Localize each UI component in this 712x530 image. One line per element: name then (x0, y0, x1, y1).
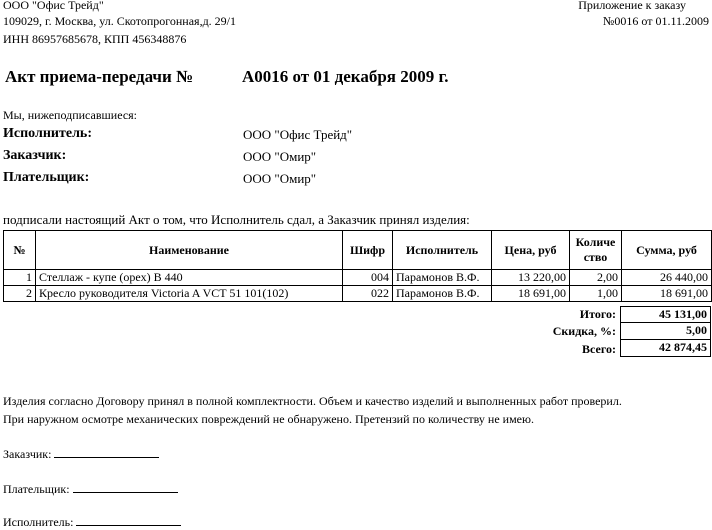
cell-sum: 26 440,00 (622, 270, 712, 286)
order-reference: №0016 от 01.11.2009 (602, 14, 709, 28)
col-header-qty-line1: Количе (575, 235, 616, 249)
cell-code: 004 (343, 270, 393, 286)
appendix-label: Приложение к заказу (578, 0, 686, 12)
items-table (3, 230, 712, 302)
signature-payer-label: Плательщик: (3, 482, 70, 496)
subtotal-label: Итого: (579, 307, 616, 321)
table-row (4, 286, 712, 302)
cell-qty: 1,00 (570, 286, 622, 302)
table-header-row (4, 231, 712, 270)
company-address: 109029, г. Москва, ул. Скотопрогонная,д. 29/1 (3, 14, 237, 28)
company-inn-kpp: ИНН 86957685678, КПП 456348876 (3, 32, 187, 46)
signature-payer-line (73, 492, 178, 493)
cell-name: Стеллаж - купе (орех) В 440 (36, 270, 343, 286)
signature-executor (3, 515, 181, 530)
payer-label: Плательщик: (3, 170, 90, 185)
cell-sum: 18 691,00 (622, 286, 712, 302)
signature-executor-line (76, 525, 181, 526)
signature-executor-label: Исполнитель: (3, 515, 74, 529)
table-row (4, 270, 712, 286)
total-label: Всего: (582, 342, 616, 356)
customer-label: Заказчик: (3, 148, 67, 163)
col-header-price: Цена, руб (492, 231, 570, 270)
customer-value: ООО "Омир" (243, 149, 317, 164)
col-header-num: № (4, 231, 36, 270)
cell-num: 1 (4, 270, 36, 286)
col-header-sum: Сумма, руб (622, 231, 712, 270)
col-header-executor: Исполнитель (393, 231, 492, 270)
col-header-code: Шифр (343, 231, 393, 270)
signature-customer-label: Заказчик: (3, 447, 52, 461)
act-title-number-date: А0016 от 01 декабря 2009 г. (242, 67, 449, 86)
cell-price: 13 220,00 (492, 270, 570, 286)
signature-customer (3, 447, 159, 462)
cell-qty: 2,00 (570, 270, 622, 286)
cell-executor: Парамонов В.Ф. (393, 286, 492, 302)
parties-intro: Мы, нижеподписавшиеся: (3, 108, 137, 122)
signature-payer (3, 482, 178, 497)
cell-price: 18 691,00 (492, 286, 570, 302)
executor-label: Исполнитель: (3, 126, 92, 141)
signature-customer-line (54, 457, 159, 458)
executor-value: ООО "Офис Трейд" (243, 127, 353, 142)
discount-value: 5,00 (620, 322, 711, 340)
payer-value: ООО "Омир" (243, 171, 317, 186)
discount-label: Скидка, %: (552, 324, 616, 338)
total-value: 42 874,45 (620, 339, 711, 357)
company-name: ООО "Офис Трейд" (3, 0, 104, 12)
acceptance-note-line1: Изделия согласно Договору принял в полной комплектности. Объем и качество изделий и выполненных работ проверил. (3, 394, 622, 408)
acceptance-note-line2: При наружном осмотре механических повреждений не обнаружено. Претензий по количеству не имею. (3, 412, 534, 426)
act-title-prefix: Акт приема-передачи № (5, 67, 194, 86)
col-header-qty-line2: ство (583, 250, 608, 264)
statement-text: подписали настоящий Акт о том, что Исполнитель сдал, а Заказчик принял изделия: (3, 212, 470, 227)
cell-code: 022 (343, 286, 393, 302)
cell-name: Кресло руководителя Victoria A VCT 51 101(102) (36, 286, 343, 302)
col-header-name: Наименование (36, 231, 343, 270)
col-header-qty (570, 231, 622, 270)
cell-executor: Парамонов В.Ф. (393, 270, 492, 286)
cell-num: 2 (4, 286, 36, 302)
subtotal-value: 45 131,00 (620, 306, 711, 323)
